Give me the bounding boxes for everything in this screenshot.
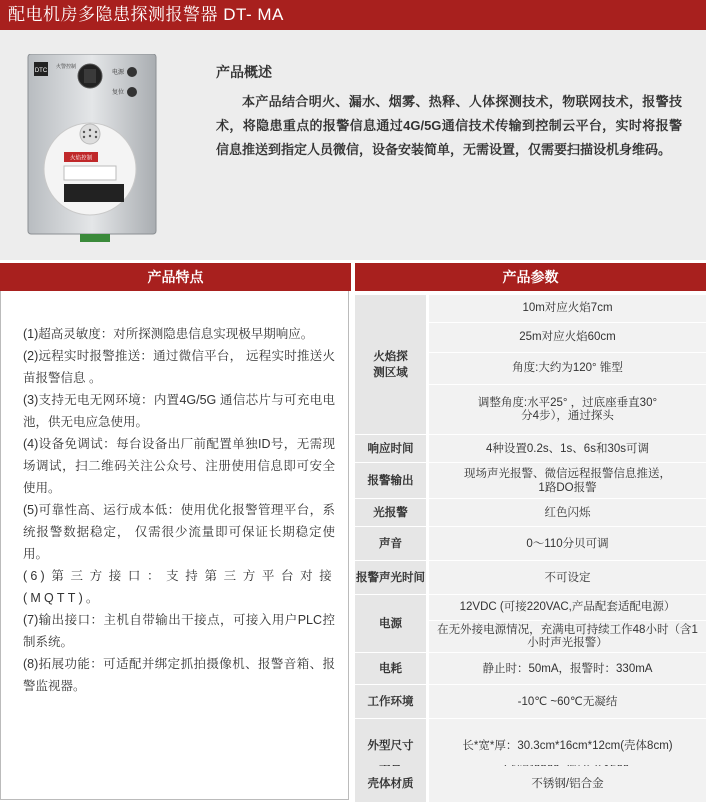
param-label: 报警声光时间 <box>355 561 427 594</box>
param-value: 静止时：50mA，报警时：330mA <box>429 653 706 684</box>
svg-text:复位: 复位 <box>112 90 125 96</box>
page-title: 配电机房多隐患探测报警器 DT- MA <box>0 0 706 30</box>
spec-area <box>0 263 706 802</box>
svg-text:DTC: DTC <box>34 68 48 74</box>
feature-item: (5)可靠性高、运行成本低：使用优化报警管理平台，系统报警数据稳定， 仅需很少流量即可保证长期稳定使用。 <box>23 503 335 561</box>
param-row <box>355 463 706 499</box>
param-row <box>355 527 706 561</box>
param-row <box>355 435 706 463</box>
svg-text:火警控制: 火警控制 <box>56 64 77 70</box>
param-value: 长*宽*厚：30.3cm*16cm*12cm(壳体8cm) <box>429 727 706 765</box>
param-row <box>355 561 706 595</box>
param-value: 10m对应火焰7cm <box>429 295 706 323</box>
feature-item: (3)支持无电无网环境：内置4G/5G 通信芯片与可充电电池，供无电应急使用。 <box>23 393 335 429</box>
detector-device-image <box>20 54 170 254</box>
overview-section <box>0 30 706 260</box>
param-row-power <box>355 595 706 653</box>
feature-item: (2)远程实时报警推送：通过微信平台， 远程实时推送火苗报警信息 。 <box>23 349 335 385</box>
param-label: 外型尺寸 <box>355 727 427 765</box>
param-row <box>355 653 706 685</box>
param-row <box>355 766 706 802</box>
feature-item: (7)输出接口：主机自带输出干接点，可接入用户PLC控制系统。 <box>23 613 335 649</box>
param-value: 调整角度:水平25° ，过底座垂直30° 分4步），通过探头 <box>429 385 706 435</box>
param-row-flame <box>355 295 706 435</box>
param-label: 响应时间 <box>355 435 427 462</box>
param-value: 4种设置0.2s、1s、6s和30s可调 <box>429 435 706 462</box>
feature-item: (4)设备免调试：每台设备出厂前配置单独ID号，无需现场调试，扫二维码关注公众号、注册使用信息即可安全使用。 <box>23 437 335 495</box>
param-label: 壳体材质 <box>355 766 427 802</box>
params-table <box>355 291 706 802</box>
param-label: 电源 <box>355 595 427 652</box>
param-label: 报警输出 <box>355 463 427 498</box>
param-value: 角度:大约为120° 锥型 <box>429 353 706 385</box>
param-value: 现场声光报警、微信远程报警信息推送，1路DO报警 <box>429 463 706 498</box>
feature-item: (8)拓展功能：可适配并绑定抓拍摄像机、报警音箱、报警监视器。 <box>23 657 335 693</box>
param-label: 工作环境 <box>355 685 427 718</box>
svg-text:火焰控制: 火焰控制 <box>69 155 93 162</box>
params-header: 产品参数 <box>355 263 706 291</box>
param-label: 声音 <box>355 527 427 560</box>
overview-text: 本产品结合明火、漏水、烟雾、热释、人体探测技术，物联网技术，报警技术，将隐患重点的报警信息通过4G/5G通信技术传输到控制云平台，实时将报警信息推送到指定人员微信，设备安装简单，无需设置，仅需要扫描设机身维码。 <box>216 94 682 157</box>
param-value: 25m对应火焰60cm <box>429 323 706 353</box>
param-label: 电耗 <box>355 653 427 684</box>
param-row <box>355 727 706 765</box>
overview-title: 产品概述 <box>216 64 272 80</box>
feature-item: (1)超高灵敏度：对所探测隐患信息实现极早期响应。 <box>23 327 314 341</box>
param-row <box>355 685 706 719</box>
param-label: 火焰探测区域 <box>355 295 427 434</box>
param-value: 12VDC (可接220VAC,产品配套适配电源） <box>429 595 706 621</box>
param-value: 不锈钢/铝合金 <box>429 766 706 802</box>
param-value: 0～110分贝可调 <box>429 527 706 560</box>
param-value: 红色闪烁 <box>429 499 706 526</box>
param-value: 在无外接电源情况，充满电可持续工作48小时（含1小时声光报警） <box>429 621 706 653</box>
features-list <box>23 323 335 697</box>
svg-text:电源: 电源 <box>112 70 125 76</box>
feature-item: (6)第三方接口：支持第三方平台对接(MQTT)。 <box>23 569 335 605</box>
param-value: 不可设定 <box>429 561 706 594</box>
param-value: -10℃ ~60℃无凝结 <box>429 685 706 718</box>
param-row <box>355 499 706 527</box>
features-panel <box>0 291 349 800</box>
features-header: 产品特点 <box>0 263 351 291</box>
param-label: 光报警 <box>355 499 427 526</box>
